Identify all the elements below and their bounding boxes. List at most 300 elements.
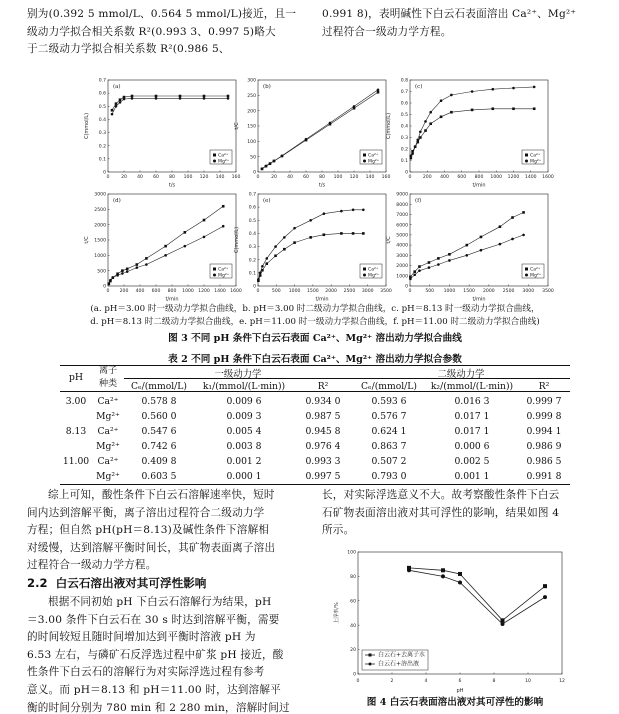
y-tick-label: 20 [350, 648, 356, 654]
data-point [533, 86, 536, 89]
text-line: 长，对实际浮选意义不大。故考察酸性条件下白云 [322, 489, 560, 501]
data-point [119, 101, 122, 104]
text-line: 0.991 8)，表明碱性下白云石表面溶出 Ca²⁺、Mg²⁺ [322, 8, 577, 20]
table-cell-value: 0.945 8 [305, 426, 341, 437]
y-tick-label: 7000 [396, 213, 408, 219]
data-point [126, 270, 129, 273]
top-right-paragraph [322, 6, 602, 41]
text-line: 综上可知，酸性条件下白云石溶解速率快，短时 [48, 489, 275, 501]
section-number: 2.2 [27, 576, 48, 590]
y-tick-label: 0 [253, 284, 256, 290]
data-point [543, 584, 547, 588]
data-point [274, 254, 277, 257]
x-tick-label: 0 [256, 289, 260, 294]
panel-label: (e) [263, 198, 271, 204]
panel-label: (f) [415, 198, 422, 204]
table-cell-value: 0.986 9 [526, 441, 562, 452]
table2-title: 表 2 不同 pH 条件下白云石表面 Ca²⁺、Mg²⁺ 溶出动力学拟合参数 [168, 354, 462, 365]
y-tick-label: 0.8 [400, 78, 408, 84]
table-cell-value: 0.993 3 [305, 456, 341, 467]
x-tick-label: 40 [287, 175, 293, 180]
x-tick-label: 600 [151, 289, 161, 294]
y-tick-label: 0.4 [98, 118, 106, 124]
data-point [352, 232, 355, 235]
x-tick-label: 0 [106, 289, 110, 294]
legend-label: Mg²⁺ [218, 159, 230, 165]
data-point [450, 94, 453, 97]
legend-label: Ca²⁺ [218, 153, 229, 159]
x-tick-label: 80 [169, 175, 175, 180]
y-axis-label: 上浮率/% [334, 602, 340, 624]
legend-label: 白云石+溶出液 [378, 660, 420, 668]
data-point [512, 107, 515, 110]
y-tick-label: 500 [97, 269, 106, 275]
x-tick-label: 2500 [502, 289, 515, 294]
data-point [115, 102, 118, 105]
table-group-first-order: 一级动力学 [214, 369, 262, 380]
x-tick-label: 800 [474, 175, 484, 180]
table-cell-value: 0.017 1 [454, 426, 490, 437]
table-row [60, 424, 570, 439]
x-tick-label: 3500 [380, 289, 392, 294]
table-bottom-rule [60, 484, 570, 485]
table-cell-value: 0.409 8 [141, 456, 177, 467]
figure3-panel-f [384, 190, 554, 302]
series-line [409, 570, 545, 624]
data-point [471, 109, 474, 112]
y-tick-label: 0.2 [248, 258, 256, 264]
figure4-chart [330, 544, 570, 694]
y-axis-label: t/C [234, 122, 240, 130]
x-tick-label: 2500 [343, 289, 356, 294]
table-cell-value: 0.017 1 [454, 411, 490, 422]
x-tick-label: 1200 [507, 175, 520, 180]
y-tick-label: 0.5 [248, 218, 256, 224]
legend-label: Mg²⁺ [368, 159, 380, 165]
data-point [261, 167, 264, 170]
x-tick-label: 2000 [483, 289, 495, 294]
x-tick-label: 20 [121, 175, 127, 180]
data-point [429, 111, 432, 114]
x-axis-label: t/min [472, 182, 486, 188]
y-tick-label: 0.3 [248, 245, 256, 251]
series-line [411, 109, 534, 156]
data-point [450, 111, 453, 114]
y-tick-label: 150 [247, 124, 256, 130]
x-tick-label: 200 [422, 175, 432, 180]
y-tick-label: 50 [250, 155, 256, 161]
table-cell-value: 0.016 3 [454, 396, 490, 407]
data-point [471, 90, 474, 93]
y-tick-label: 5000 [396, 233, 408, 239]
data-point [273, 160, 276, 163]
data-point [184, 231, 187, 234]
data-point [512, 87, 515, 90]
data-point [203, 236, 206, 239]
x-tick-label: 1400 [524, 175, 537, 180]
x-axis-label: t/min [472, 296, 486, 302]
data-point [155, 97, 158, 100]
y-tick-label: 1000 [94, 253, 106, 259]
data-point [155, 95, 158, 98]
text-line: 性条件下白云石的溶解行为对实际浮选过程有参考 [27, 666, 265, 679]
y-tick-label: 0 [103, 284, 106, 290]
y-tick-label: 1000 [396, 274, 408, 280]
data-point [424, 129, 427, 132]
table-cell-ph [60, 469, 92, 484]
top-left-paragraph [27, 6, 307, 59]
series-line [112, 98, 228, 114]
data-point [428, 261, 431, 264]
legend-marker [525, 274, 528, 277]
x-tick-label: 1400 [214, 289, 226, 294]
legend-marker [213, 274, 216, 277]
y-tick-label: 1500 [94, 238, 106, 244]
data-point [309, 219, 312, 222]
table-cell-ion: Ca²⁺ [97, 426, 119, 437]
data-point [413, 273, 416, 276]
x-tick-label: 200 [119, 289, 129, 294]
x-tick-label: 1500 [463, 289, 475, 294]
figure3-panel-c [381, 76, 554, 188]
data-point [458, 572, 462, 576]
data-point [261, 265, 264, 268]
data-point [227, 95, 230, 98]
legend-label: Ca²⁺ [218, 267, 229, 273]
text-line: 方程；但自然 pH(pH＝8.13)及碱性条件下溶解相 [27, 524, 270, 537]
y-tick-label: 0.7 [400, 90, 408, 96]
y-axis-label: t/C [386, 236, 392, 244]
text-line: ＝3.00 条件下白云石在 30 s 时达到溶解平衡，需要 [27, 613, 280, 626]
x-tick-label: 0 [256, 175, 260, 180]
data-point [164, 245, 167, 248]
legend-label: Ca²⁺ [530, 267, 541, 273]
data-point [543, 595, 547, 599]
data-point [329, 122, 332, 125]
data-point [293, 227, 296, 230]
data-point [501, 622, 505, 626]
data-point [480, 236, 483, 239]
data-point [119, 98, 122, 101]
table-head-ph: pH [68, 372, 84, 383]
y-tick-label: 2500 [94, 207, 106, 213]
data-point [108, 282, 111, 285]
table-cell-value: 0.005 4 [226, 426, 262, 437]
y-tick-label: 0.5 [98, 104, 106, 110]
data-point [407, 568, 411, 572]
legend-marker [525, 154, 528, 157]
table-cell-value: 0.997 5 [305, 471, 341, 482]
table-subheader-row [60, 379, 570, 394]
table-row [60, 409, 570, 424]
caption-line: d. pH＝8.13 时二级动力学拟合曲线，e. pH＝11.00 时一级动力学拟合曲线，f. pH＝11.00 时二级动力学拟合曲线) [90, 317, 540, 327]
figure3-title: 图 3 不同 pH 条件下白云石表面 Ca²⁺、Mg²⁺ 溶出动力学拟合曲线 [168, 333, 462, 344]
legend-label: Ca²⁺ [368, 267, 379, 273]
x-axis-label: t/min [165, 296, 179, 302]
y-tick-label: 2000 [94, 223, 106, 229]
x-tick-label: 140 [365, 175, 375, 180]
table-cell-value: 0.793 0 [371, 471, 407, 482]
table-cell-value: 0.000 6 [454, 441, 490, 452]
data-point [465, 254, 468, 257]
x-tick-label: 1200 [198, 289, 210, 294]
x-axis-label: t/s [168, 182, 176, 188]
y-tick-label: 0.2 [98, 144, 106, 150]
col-header: R² [317, 381, 329, 392]
data-point [377, 91, 380, 94]
y-tick-label: 6000 [396, 223, 408, 229]
series-line [258, 233, 363, 280]
x-tick-label: 0 [408, 289, 412, 294]
legend-label: Mg²⁺ [368, 273, 380, 279]
data-point [265, 257, 268, 260]
y-tick-label: 0 [405, 284, 408, 290]
table-cell-value: 0.986 5 [526, 456, 562, 467]
col-header: Cₑ/(mmol/L) [131, 381, 187, 392]
y-tick-label: 3000 [94, 192, 106, 198]
data-point [419, 136, 422, 139]
legend-marker [363, 274, 366, 277]
data-point [109, 279, 112, 282]
data-point [203, 97, 206, 100]
data-point [111, 109, 114, 112]
text-line: 过程符合一级动力学方程。 [322, 25, 452, 38]
table-cell-value: 0.593 6 [371, 396, 407, 407]
data-point [440, 116, 443, 119]
table2 [60, 379, 570, 484]
table-cell-ion: Mg²⁺ [96, 471, 120, 482]
x-tick-label: 20 [271, 175, 277, 180]
x-axis-label: pH [456, 688, 464, 694]
table-row [60, 439, 570, 454]
x-tick-label: 1000 [490, 175, 503, 180]
data-point [281, 154, 284, 157]
x-tick-label: 120 [349, 175, 359, 180]
data-point [145, 257, 148, 260]
y-tick-label: 0.5 [400, 113, 408, 119]
data-point [265, 165, 268, 168]
table-cell-value: 0.994 1 [526, 426, 562, 437]
data-point [409, 278, 412, 281]
data-point [112, 276, 115, 279]
table-cell-value: 0.934 0 [305, 396, 341, 407]
data-point [111, 113, 114, 116]
data-point [418, 265, 421, 268]
data-point [227, 97, 230, 100]
text-line: 级动力学拟合相关系数 R²(0.993 3、0.997 5)略大 [27, 25, 276, 38]
y-tick-label: 3000 [396, 253, 408, 259]
y-tick-label: 9000 [396, 192, 408, 198]
table-cell-ion: Ca²⁺ [97, 396, 119, 407]
data-point [437, 257, 440, 260]
panel-label: (b) [263, 84, 271, 90]
text-line: 意义。而 pH＝8.13 和 pH＝11.00 时，达到溶解平 [27, 683, 281, 696]
table-cell-value: 0.547 6 [141, 426, 177, 437]
x-tick-label: 6 [458, 679, 462, 684]
data-point [203, 219, 206, 222]
text-line: 所示。 [322, 524, 355, 537]
x-tick-label: 40 [137, 175, 143, 180]
data-point [492, 107, 495, 110]
data-point [419, 130, 422, 133]
table-cell-value: 0.002 5 [454, 456, 490, 467]
table-cell-value: 0.001 2 [226, 456, 262, 467]
y-tick-label: 0.1 [98, 157, 106, 163]
table-cell-value: 0.991 8 [526, 471, 562, 482]
y-tick-label: 0 [103, 170, 106, 176]
col-header: k₂/(mmol/(L·min)) [430, 381, 514, 392]
table-group-second-order: 二级动力学 [437, 369, 485, 380]
x-tick-label: 0 [408, 175, 412, 180]
data-point [353, 105, 356, 108]
x-tick-label: 140 [215, 175, 225, 180]
data-point [362, 232, 365, 235]
data-point [448, 259, 451, 262]
y-axis-label: C(mmol/L) [386, 112, 392, 140]
data-point [283, 248, 286, 251]
data-point [164, 254, 167, 257]
figure3-panel-b [232, 76, 392, 188]
data-point [418, 269, 421, 272]
data-point [121, 269, 124, 272]
ion-head-line: 离子 [98, 365, 118, 376]
table-cell-value: 0.003 8 [226, 441, 262, 452]
y-tick-label: 100 [347, 550, 356, 556]
table-cell-value: 0.001 1 [454, 471, 490, 482]
legend-label: 白云石+去离子水 [378, 651, 426, 659]
data-point [323, 233, 326, 236]
data-point [377, 89, 380, 92]
ion-head-line: 种类 [98, 378, 118, 389]
series-line [411, 87, 534, 158]
x-tick-label: 1600 [230, 289, 242, 294]
section-paragraph [27, 594, 309, 714]
table-cell-ph: 8.13 [65, 426, 87, 437]
x-tick-label: 4 [424, 679, 428, 684]
text-line: 间内达到溶解平衡，离子溶出过程符合二级动力学 [27, 506, 265, 519]
x-axis-label: t/s [318, 182, 326, 188]
data-point [203, 95, 206, 98]
x-tick-label: 8 [492, 679, 496, 684]
data-point [145, 263, 148, 266]
table-cell-value: 0.603 5 [141, 471, 177, 482]
panel-label: (c) [415, 84, 423, 90]
x-tick-label: 500 [425, 289, 435, 294]
y-tick-label: 40 [350, 623, 356, 629]
text-line: 根据不同初始 pH 下白云石溶解行为结果，pH [48, 596, 272, 608]
y-tick-label: 8000 [396, 202, 408, 208]
data-point [274, 245, 277, 248]
y-tick-label: 0.1 [248, 271, 256, 277]
y-tick-label: 60 [350, 599, 356, 605]
y-tick-label: 200 [247, 109, 256, 115]
data-point [501, 618, 505, 622]
data-point [411, 152, 414, 155]
legend-marker [363, 160, 366, 163]
x-tick-label: 1500 [307, 289, 319, 294]
data-point [126, 268, 129, 271]
data-point [131, 97, 134, 100]
text-line: 石矿物表面溶出液对其可浮性的影响，结果如图 4 [322, 506, 560, 519]
data-point [424, 120, 427, 123]
data-point [480, 249, 483, 252]
data-point [259, 272, 262, 275]
text-line: 对缓慢，达到溶解平衡时间长，其矿物表面离子溶出 [27, 541, 276, 554]
data-point [121, 272, 124, 275]
legend-label: Ca²⁺ [530, 153, 541, 159]
data-point [184, 245, 187, 248]
y-tick-label: 0 [353, 672, 356, 678]
left-column-paragraph [27, 487, 309, 575]
legend-label: Mg²⁺ [530, 273, 542, 279]
data-point [410, 157, 413, 160]
data-point [522, 211, 525, 214]
data-point [269, 162, 272, 165]
series-line [409, 568, 545, 620]
series-line [410, 235, 523, 279]
text-line: 的时间较短且随时间增加达到平衡时溶液 pH 为 [27, 631, 256, 644]
table-row [60, 454, 570, 469]
y-tick-label: 0.4 [248, 232, 256, 238]
x-tick-label: 1000 [182, 289, 194, 294]
legend-label: Ca²⁺ [368, 153, 379, 159]
y-tick-label: 0.6 [98, 91, 106, 97]
legend-marker [213, 268, 216, 271]
data-point [136, 266, 139, 269]
figure4-title: 图 4 白云石表面溶出液对其可浮性的影响 [366, 697, 544, 708]
x-tick-label: 0 [106, 175, 110, 180]
data-point [179, 97, 182, 100]
figure3-caption [60, 303, 570, 329]
table-cell-value: 0.742 6 [141, 441, 177, 452]
data-point [499, 225, 502, 228]
section-heading [27, 575, 206, 591]
data-point [465, 244, 468, 247]
data-point [340, 232, 343, 235]
x-tick-label: 160 [381, 175, 391, 180]
data-point [116, 274, 119, 277]
table-cell-value: 0.863 7 [371, 441, 407, 452]
y-tick-label: 4000 [396, 243, 408, 249]
data-point [441, 574, 445, 578]
col-header: R² [538, 381, 550, 392]
text-line: 于二级动力学拟合相关系数 R²(0.986 5、 [27, 43, 230, 56]
x-tick-label: 1600 [542, 175, 554, 180]
text-line: 6.53 左右，与磷矿石反浮选过程中矿浆 pH 接近，酸 [27, 648, 284, 661]
table-cell-ion: Mg²⁺ [96, 441, 120, 452]
data-point [115, 105, 118, 108]
data-point [136, 263, 139, 266]
y-tick-label: 0 [253, 170, 256, 176]
x-tick-label: 3000 [361, 289, 374, 294]
table-row [60, 394, 570, 409]
y-tick-label: 0.3 [98, 131, 106, 137]
legend-marker [213, 154, 216, 157]
data-point [309, 236, 312, 239]
data-point [265, 262, 268, 265]
data-point [492, 88, 495, 91]
x-tick-label: 10 [525, 679, 531, 684]
x-tick-label: 60 [153, 175, 159, 180]
legend-marker [363, 154, 366, 157]
data-point [293, 241, 296, 244]
y-tick-label: 0.7 [248, 192, 256, 198]
data-point [362, 208, 365, 211]
y-tick-label: 80 [350, 575, 356, 580]
y-tick-label: 0 [405, 170, 408, 176]
col-header: k₁/(mmol/(L·min)) [202, 381, 286, 392]
text-line: 衡的时间分别为 780 min 和 2 280 min，溶解时间过 [27, 701, 290, 714]
